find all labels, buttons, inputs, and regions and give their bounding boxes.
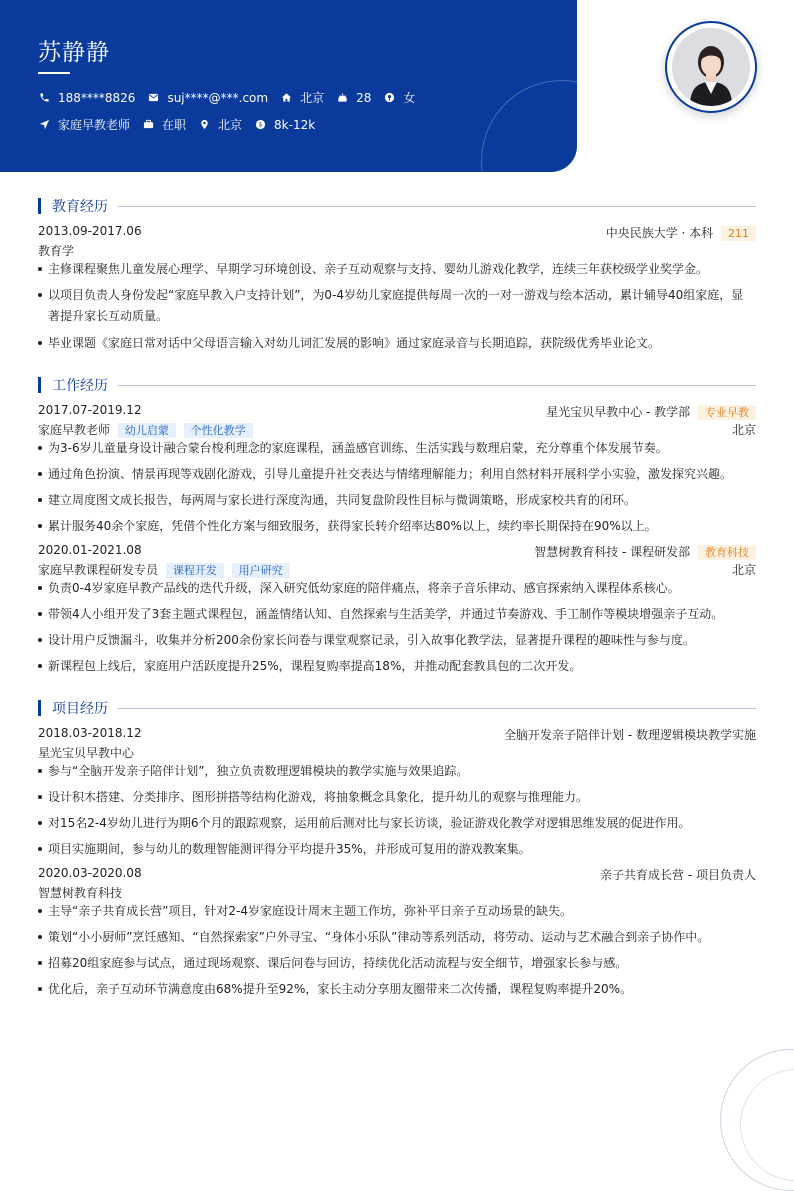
project-entry-header (38, 726, 756, 740)
avatar (665, 21, 757, 113)
list-item: 主修课程聚焦儿童发展心理学、早期学习环境创设、亲子互动观察与支持、婴幼儿游戏化教学，连续三年获校级学业奖学金。 (38, 259, 752, 280)
contact-row (38, 89, 427, 106)
education-major: 教育学 (38, 244, 75, 258)
contact-age: 28 (336, 91, 371, 105)
list-item: 负责0-4岁家庭早教产品线的迭代升级，深入研究低幼家庭的陪伴痛点，将亲子音乐律动、感官探索纳入课程体系核心。 (38, 578, 752, 599)
entry-city: 北京 (731, 423, 756, 437)
contact-email: suj****@***.com (147, 91, 268, 105)
entry-date: 2013.09-2017.06 (38, 224, 142, 238)
project-title: 全脑开发亲子陪伴计划 - 数理逻辑模块教学实施 (504, 728, 756, 742)
list-item: 主导“亲子共育成长营”项目，针对2-4岁家庭设计周末主题工作坊，弥补平日亲子互动场景的缺失。 (38, 901, 752, 922)
section-title: 教育经历 (52, 199, 108, 215)
list-item: 建立周度图文成长报告，每两周与家长进行深度沟通，共同复盘阶段性目标与微调策略，形成家校共育的闭环。 (38, 490, 752, 511)
work-role-row (38, 421, 756, 438)
project-org: 星光宝贝早教中心 (38, 746, 135, 760)
home-icon (280, 92, 292, 104)
gender-icon (383, 92, 395, 104)
skill-tag: 个性化教学 (184, 423, 253, 438)
project-entry-header (38, 866, 756, 880)
profile-photo (672, 28, 750, 106)
list-item: 为3-6岁儿童量身设计融合蒙台梭利理念的家庭课程，涵盖感官训练、生活实践与数理启蒙，充分尊重个体发展节奏。 (38, 438, 752, 459)
list-item: 累计服务40余个家庭，凭借个性化方案与细致服务，获得家长转介绍率达80%以上，续约率长期保持在90%以上。 (38, 516, 752, 537)
contact-gender: 女 (383, 89, 415, 106)
entry-date: 2020.01-2021.08 (38, 543, 142, 557)
section-education (38, 196, 756, 216)
money-icon (254, 119, 266, 131)
decorative-circle (481, 80, 577, 172)
entry-school: 中央民族大学 · 本科 (605, 226, 714, 240)
list-item: 设计用户反馈漏斗，收集并分析200余份家长问卷与课堂观察记录，引入故事化教学法，显著提升课程的趣味性与参与度。 (38, 630, 752, 651)
project-org: 智慧树教育科技 (38, 886, 123, 900)
project-title: 亲子共育成长营 - 项目负责人 (600, 868, 756, 882)
location-icon (198, 119, 210, 131)
list-item: 项目实施期间，参与幼儿的数理智能测评得分平均提升35%，并形成可复用的游戏教案集。 (38, 839, 752, 860)
school-badge: 211 (721, 226, 756, 241)
work-entry-header (38, 403, 756, 417)
intent-salary: $ 8k-12k (254, 118, 315, 132)
entry-role: 家庭早教课程研发专员 (38, 563, 159, 577)
entry-date: 2018.03-2018.12 (38, 726, 142, 740)
intent-city: 北京 (198, 116, 242, 133)
list-item: 招募20组家庭参与试点，通过现场观察、课后问卷与回访，持续优化活动流程与安全细节，增强家长参与感。 (38, 953, 752, 974)
entry-date: 2017.07-2019.12 (38, 403, 142, 417)
briefcase-icon (142, 119, 154, 131)
entry-company: 智慧树教育科技 - 课程研发部 (534, 545, 691, 559)
section-projects (38, 698, 756, 718)
mail-icon (147, 92, 159, 104)
entry-city: 北京 (731, 563, 756, 577)
name-underline (38, 72, 70, 74)
resume-header (0, 0, 577, 172)
intent-status: 在职 (142, 116, 186, 133)
list-item: 带领4人小组开发了3套主题式课程包，涵盖情绪认知、自然探索与生活美学，并通过节奏游戏、手工制作等模块增强亲子互动。 (38, 604, 752, 625)
svg-text:$: $ (258, 121, 262, 129)
skill-tag: 幼儿启蒙 (118, 423, 176, 438)
list-item: 设计积木搭建、分类排序、图形拼搭等结构化游戏，将抽象概念具象化，提升幼儿的观察与推理能力。 (38, 787, 752, 808)
list-item: 毕业课题《家庭日常对话中父母语言输入对幼儿词汇发展的影响》通过家庭录音与长期追踪，获院级优秀毕业论文。 (38, 333, 752, 354)
phone-icon (38, 92, 50, 104)
entry-date: 2020.03-2020.08 (38, 866, 142, 880)
skill-tag: 用户研究 (232, 563, 290, 578)
company-badge: 教育科技 (698, 545, 756, 560)
section-title: 工作经历 (52, 378, 108, 394)
work-role-row (38, 561, 756, 578)
entry-company: 星光宝贝早教中心 - 教学部 (546, 405, 691, 419)
send-icon (38, 119, 50, 131)
skill-tag: 课程开发 (166, 563, 224, 578)
work-entry-header (38, 543, 756, 557)
education-entry-header (38, 224, 756, 238)
intent-position: 家庭早教老师 (38, 116, 130, 133)
candidate-name: 苏静静 (38, 40, 110, 66)
contact-phone: 188****8826 (38, 91, 135, 105)
section-work (38, 375, 756, 395)
list-item: 对15名2-4岁幼儿进行为期6个月的跟踪观察，运用前后测对比与家长访谈，验证游戏化教学对逻辑思维发展的促进作用。 (38, 813, 752, 834)
contact-home: 北京 (280, 89, 324, 106)
list-item: 策划“小小厨师”烹饪感知、“自然探索家”户外寻宝、“身体小乐队”律动等系列活动，将劳动、运动与艺术融合到亲子协作中。 (38, 927, 752, 948)
cake-icon (336, 92, 348, 104)
company-badge: 专业早教 (698, 405, 756, 420)
list-item: 新课程包上线后，家庭用户活跃度提升25%，课程复购率提高18%，并推动配套教具包的二次开发。 (38, 656, 752, 677)
entry-role: 家庭早教老师 (38, 423, 111, 437)
list-item: 以项目负责人身份发起“家庭早教入户支持计划”，为0-4岁幼儿家庭提供每周一次的一对一游戏与绘本活动，累计辅导40组家庭，显著提升家长互动质量。 (38, 285, 752, 327)
section-title: 项目经历 (52, 701, 108, 717)
list-item: 参与“全脑开发亲子陪伴计划”，独立负责数理逻辑模块的教学实施与效果追踪。 (38, 761, 752, 782)
intent-row (38, 116, 327, 133)
list-item: 通过角色扮演、情景再现等戏剧化游戏，引导儿童提升社交表达与情绪理解能力；利用自然材料开展科学小实验，激发探究兴趣。 (38, 464, 752, 485)
list-item: 优化后，亲子互动环节满意度由68%提升至92%，家长主动分享朋友圈带来二次传播，课程复购率提升20%。 (38, 979, 752, 1000)
